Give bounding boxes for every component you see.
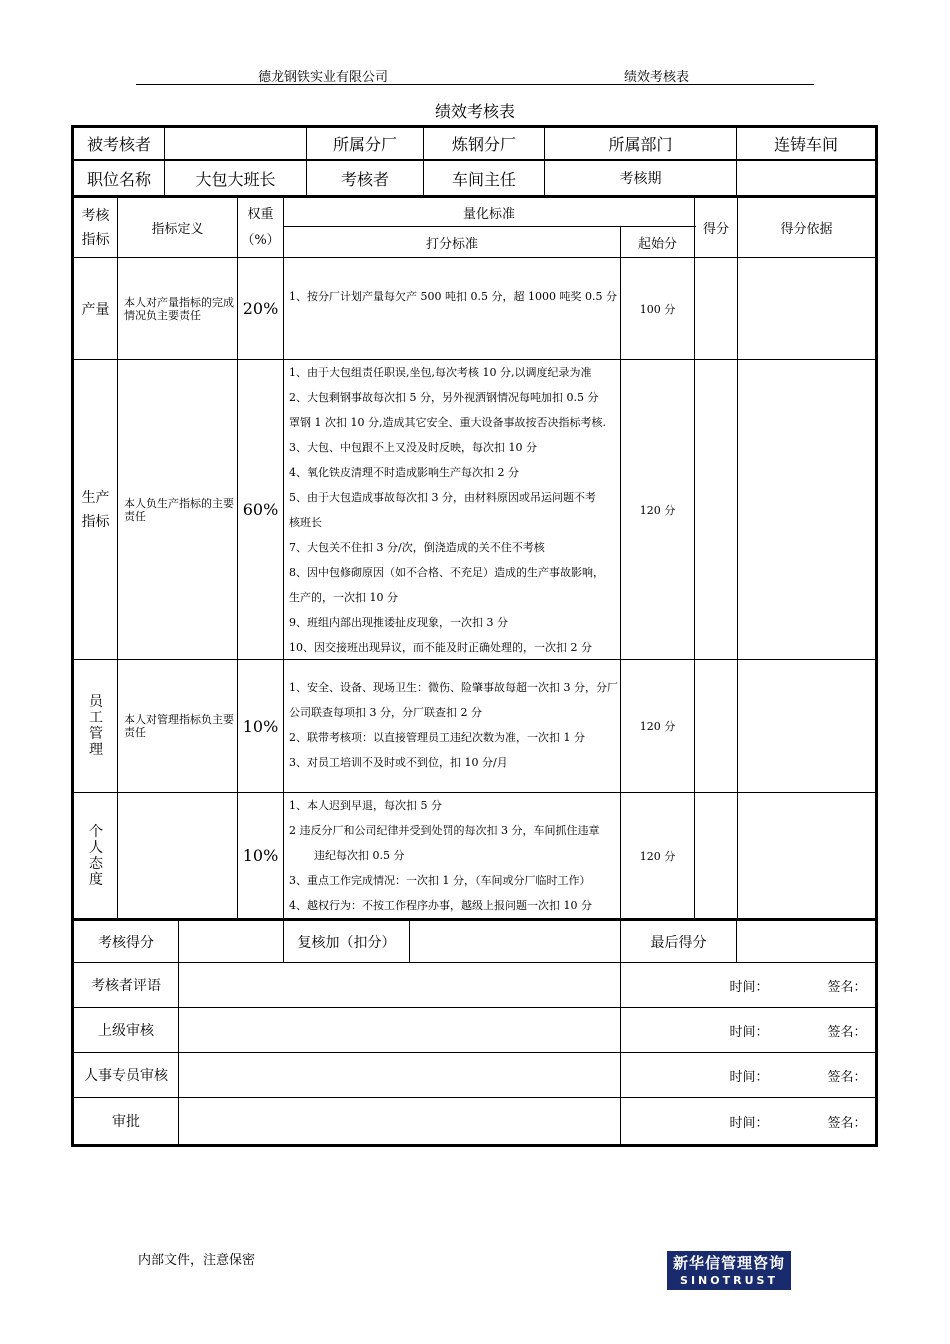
rule-line: 罩钢 1 次扣 10 分,造成其它安全、重大设备事故按否决指标考核. <box>289 416 606 429</box>
row-production-name <box>74 360 117 659</box>
row-staff-rules <box>289 675 619 775</box>
grid-line <box>283 198 284 918</box>
rule-line: 1、按分厂计划产量每欠产 500 吨扣 0.5 分，超 1000 吨奖 0.5 分 <box>289 290 617 303</box>
review-adjust-field[interactable] <box>410 921 620 962</box>
hr-review-time: 时间： <box>729 1069 769 1085</box>
superior-review-sign: 签名： <box>827 1024 867 1040</box>
approval-time: 时间： <box>729 1115 769 1131</box>
rule-line: 3、对员工培训不及时或不到位，扣 10 分/月 <box>289 756 508 769</box>
approval-label: 审批 <box>112 1114 140 1130</box>
rule-line: 9、班组内部出现推诿扯皮现象，一次扣 3 分 <box>289 616 508 629</box>
row-attitude-rules <box>289 793 619 918</box>
examiner-label: 考核者 <box>340 169 389 189</box>
review-adjust-label: 复核加（扣分） <box>297 934 396 951</box>
rule-line: 7、大包关不住扣 3 分/次，倒浇造成的关不住不考核 <box>289 541 545 554</box>
rule-line: 1、由于大包组责任职误,坐包,每次考核 10 分,以调度纪录为准 <box>289 366 592 379</box>
row-attitude-base: 120 分 <box>639 849 676 863</box>
rule-line: 10、因交接班出现异议，而不能及时正确处理的，一次扣 2 分 <box>289 641 592 654</box>
row-attitude-weight: 10% <box>242 846 279 865</box>
row-attitude-score[interactable] <box>695 793 737 918</box>
score-header: 得分 <box>702 222 729 237</box>
rule-line: 4、越权行为：不按工作程序办事，越级上报问题一次扣 10 分 <box>289 899 592 912</box>
period-label: 考核期 <box>619 171 662 187</box>
rule-line: 生产的，一次扣 10 分 <box>289 591 398 604</box>
logo-cn-text: 新华信管理咨询 <box>672 1254 785 1272</box>
hr-review-field[interactable] <box>179 1053 620 1097</box>
rule-line: 公司联查每项扣 3 分，分厂联查扣 2 分 <box>289 706 482 719</box>
branch-label: 所属分厂 <box>332 135 397 154</box>
row-production-definition: 本人负生产指标的主要责任 <box>124 496 234 523</box>
rule-line: 1、安全、设备、现场卫生：微伤、险肇事故每超一次扣 3 分，分厂 <box>289 681 618 694</box>
weight-header <box>238 198 283 257</box>
indicator-header-line2: 指标 <box>81 231 110 248</box>
header-doc-name: 绩效考核表 <box>624 70 690 85</box>
row-staff-definition: 本人对管理指标负主要责任 <box>124 713 234 739</box>
row-production-name-line1: 生产 <box>81 489 110 506</box>
weight-header-line1: 权重 <box>247 206 274 222</box>
rule-line: 3、大包、中包跟不上又没及时反映，每次扣 10 分 <box>289 441 537 454</box>
row-output-base: 100 分 <box>639 302 676 316</box>
row-production-base: 120 分 <box>639 503 676 517</box>
examinee-field[interactable] <box>165 128 306 159</box>
row-output-basis[interactable] <box>738 258 875 359</box>
row-output-definition: 本人对产量指标的完成情况负主要责任 <box>124 295 234 322</box>
examiner-comment-field[interactable] <box>179 963 620 1007</box>
quant-header: 量化标准 <box>462 206 515 222</box>
basis-header: 得分依据 <box>780 222 833 237</box>
final-score-field[interactable] <box>737 921 875 962</box>
row-staff-base: 120 分 <box>639 720 676 733</box>
dept-label: 所属部门 <box>608 135 673 154</box>
superior-review-label: 上级审核 <box>98 1023 154 1039</box>
rule-line: 8、因中包修砌原因（如不合格、不充足）造成的生产事故影响， <box>289 566 604 579</box>
superior-review-time: 时间： <box>729 1024 769 1040</box>
rule-line: 核班长 <box>289 516 322 529</box>
logo-en-text: SINOTRUST <box>680 1274 778 1287</box>
rule-line: 1、本人迟到早退，每次扣 5 分 <box>289 799 442 812</box>
examiner-comment-time: 时间： <box>729 979 769 995</box>
page-header <box>136 66 814 85</box>
rule-line: 违纪每次扣 0.5 分 <box>314 849 405 862</box>
weight-header-line2: （%） <box>241 232 280 248</box>
dept-field[interactable]: 连铸车间 <box>773 135 838 154</box>
branch-field[interactable]: 炼钢分厂 <box>451 135 516 154</box>
rule-line: 3、重点工作完成情况：一次扣 1 分，（车间或分厂临时工作） <box>289 874 591 887</box>
superior-review-field[interactable] <box>179 1008 620 1052</box>
row-staff-basis[interactable] <box>738 660 875 792</box>
hr-review-label: 人事专员审核 <box>84 1068 168 1084</box>
row-production-score[interactable] <box>695 360 737 659</box>
row-output-weight: 20% <box>242 299 279 318</box>
row-attitude-name: 个人态度 <box>89 823 103 888</box>
rule-line: 2、联带考核项：以直接管理员工违纪次数为准，一次扣 1 分 <box>289 731 585 744</box>
confidential-note: 内部文件，注意保密 <box>138 1253 256 1268</box>
examiner-comment-sign: 签名： <box>827 979 867 995</box>
row-production-name-line2: 指标 <box>81 513 110 530</box>
document-title: 绩效考核表 <box>434 102 515 121</box>
examiner-comment-label: 考核者评语 <box>91 978 161 994</box>
definition-header: 指标定义 <box>151 222 204 237</box>
rule-line: 2 违反分厂和公司纪律并受到处罚的每次扣 3 分，车间抓住违章 <box>289 824 600 837</box>
row-attitude-definition <box>124 793 236 918</box>
row-output-name: 产量 <box>81 301 110 318</box>
row-output-rules <box>289 284 619 309</box>
rule-line: 4、氧化铁皮清理不时造成影响生产每次扣 2 分 <box>289 466 519 479</box>
grid-line <box>117 198 118 918</box>
row-production-basis[interactable] <box>738 360 875 659</box>
scoring-header: 打分标准 <box>425 236 478 252</box>
final-score-label: 最后得分 <box>650 934 707 951</box>
rule-line: 5、由于大包造成事故每次扣 3 分，由材料原因或吊运问题不考 <box>289 491 596 504</box>
performance-table <box>71 125 878 1147</box>
row-staff-name: 员工管理 <box>89 694 103 758</box>
examinee-label: 被考核者 <box>86 135 151 154</box>
indicator-header <box>74 198 117 257</box>
row-production-weight: 60% <box>242 500 279 519</box>
base-score-header: 起始分 <box>637 236 677 252</box>
position-field[interactable]: 大包大班长 <box>195 169 276 189</box>
total-score-label: 考核得分 <box>98 934 154 951</box>
rule-line: 2、大包剩钢事故每次扣 5 分，另外视洒钢情况每吨加扣 0.5 分 <box>289 391 599 404</box>
approval-field[interactable] <box>179 1098 620 1144</box>
examiner-field[interactable]: 车间主任 <box>451 169 516 189</box>
total-score-field[interactable] <box>179 921 283 962</box>
row-output-score[interactable] <box>695 258 737 359</box>
position-label: 职位名称 <box>86 169 151 189</box>
row-staff-weight: 10% <box>242 716 279 736</box>
row-attitude-basis[interactable] <box>738 793 875 918</box>
indicator-header-line1: 考核 <box>81 207 110 224</box>
approval-sign: 签名： <box>827 1115 867 1131</box>
sinotrust-logo <box>667 1251 791 1290</box>
company-name: 德龙钢铁实业有限公司 <box>258 70 389 85</box>
grid-line <box>620 962 621 1144</box>
hr-review-sign: 签名： <box>827 1069 867 1085</box>
period-field[interactable] <box>737 161 875 195</box>
row-staff-score[interactable] <box>695 660 737 792</box>
row-production-rules <box>289 360 619 660</box>
